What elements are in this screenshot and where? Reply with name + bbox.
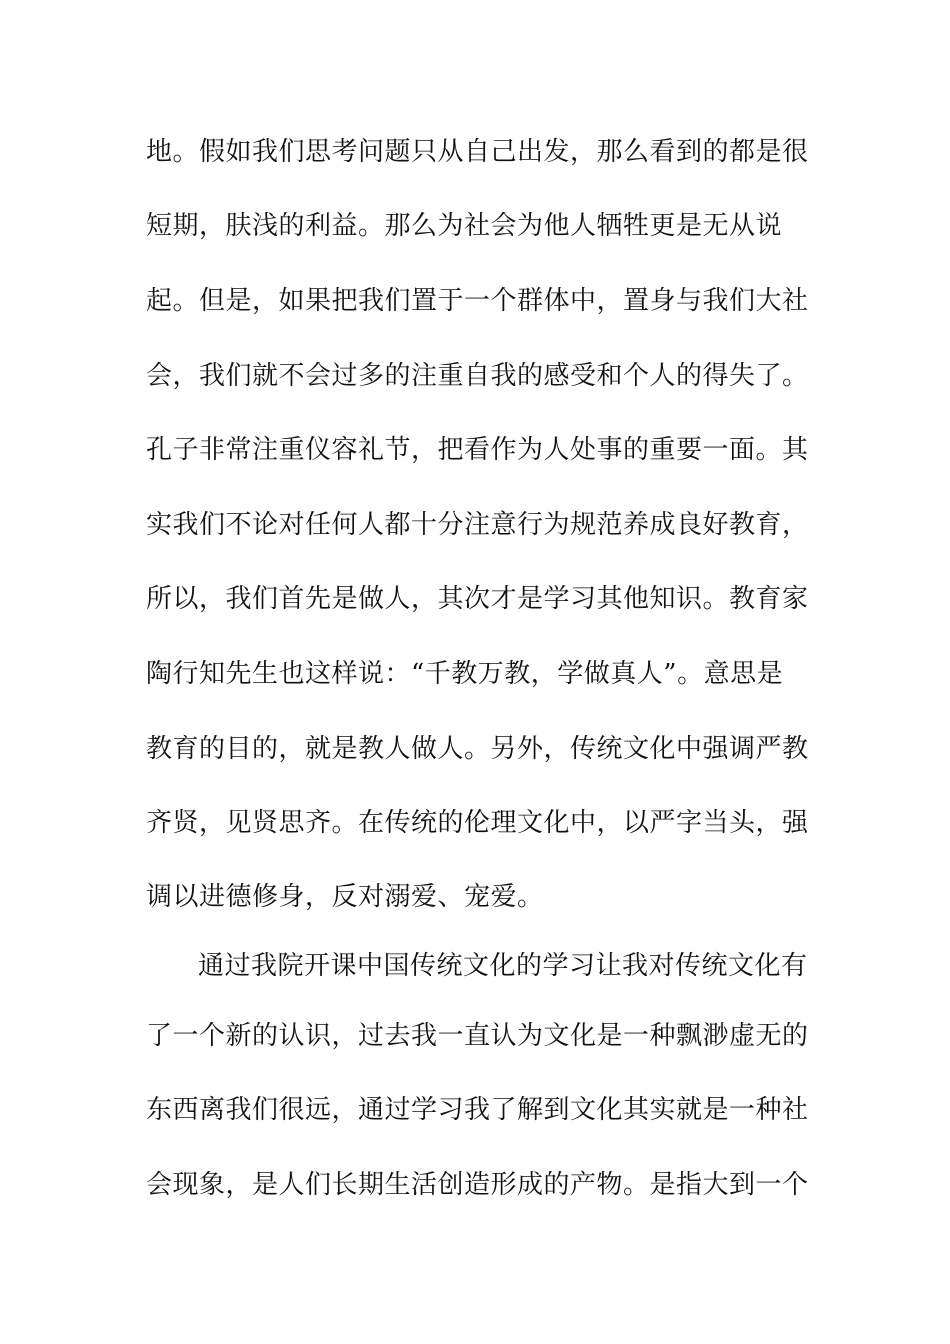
text-line-11: 调以进德修身，反对溺爱、宠爱。 <box>146 882 544 912</box>
text-line-7: 所以，我们首先是做人，其次才是学习其他知识。教育家 <box>146 584 809 614</box>
text-line-4: 会，我们就不会过多的注重自我的感受和个人的得失了。 <box>146 361 809 391</box>
paragraph-start-line: 通过我院开课中国传统文化的学习让我对传统文化有 <box>198 951 808 981</box>
text-line-14: 东西离我们很远，通过学习我了解到文化其实就是一种社 <box>146 1095 809 1125</box>
text-line-2: 短期，肤浅的利益。那么为社会为他人牺牲更是无从说 <box>146 211 783 241</box>
text-line-8: 陶行知先生也这样说：“千教万教，学做真人”。意思是 <box>146 659 784 689</box>
text-line-3: 起。但是，如果把我们置于一个群体中，置身与我们大社 <box>146 286 809 316</box>
text-line-9: 教育的目的，就是教人做人。另外，传统文化中强调严教 <box>146 734 809 764</box>
text-line-5: 孔子非常注重仪容礼节，把看作为人处事的重要一面。其 <box>146 435 809 465</box>
text-line-6: 实我们不论对任何人都十分注意行为规范养成良好教育， <box>146 510 809 540</box>
text-line-15: 会现象，是人们长期生活创造形成的产物。是指大到一个 <box>146 1170 809 1200</box>
text-line-13: 了一个新的认识，过去我一直认为文化是一种飘渺虚无的 <box>146 1021 809 1051</box>
text-line-10: 齐贤，见贤思齐。在传统的伦理文化中，以严字当头，强 <box>146 808 809 838</box>
text-line-1: 地。假如我们思考问题只从自己出发，那么看到的都是很 <box>146 137 809 167</box>
